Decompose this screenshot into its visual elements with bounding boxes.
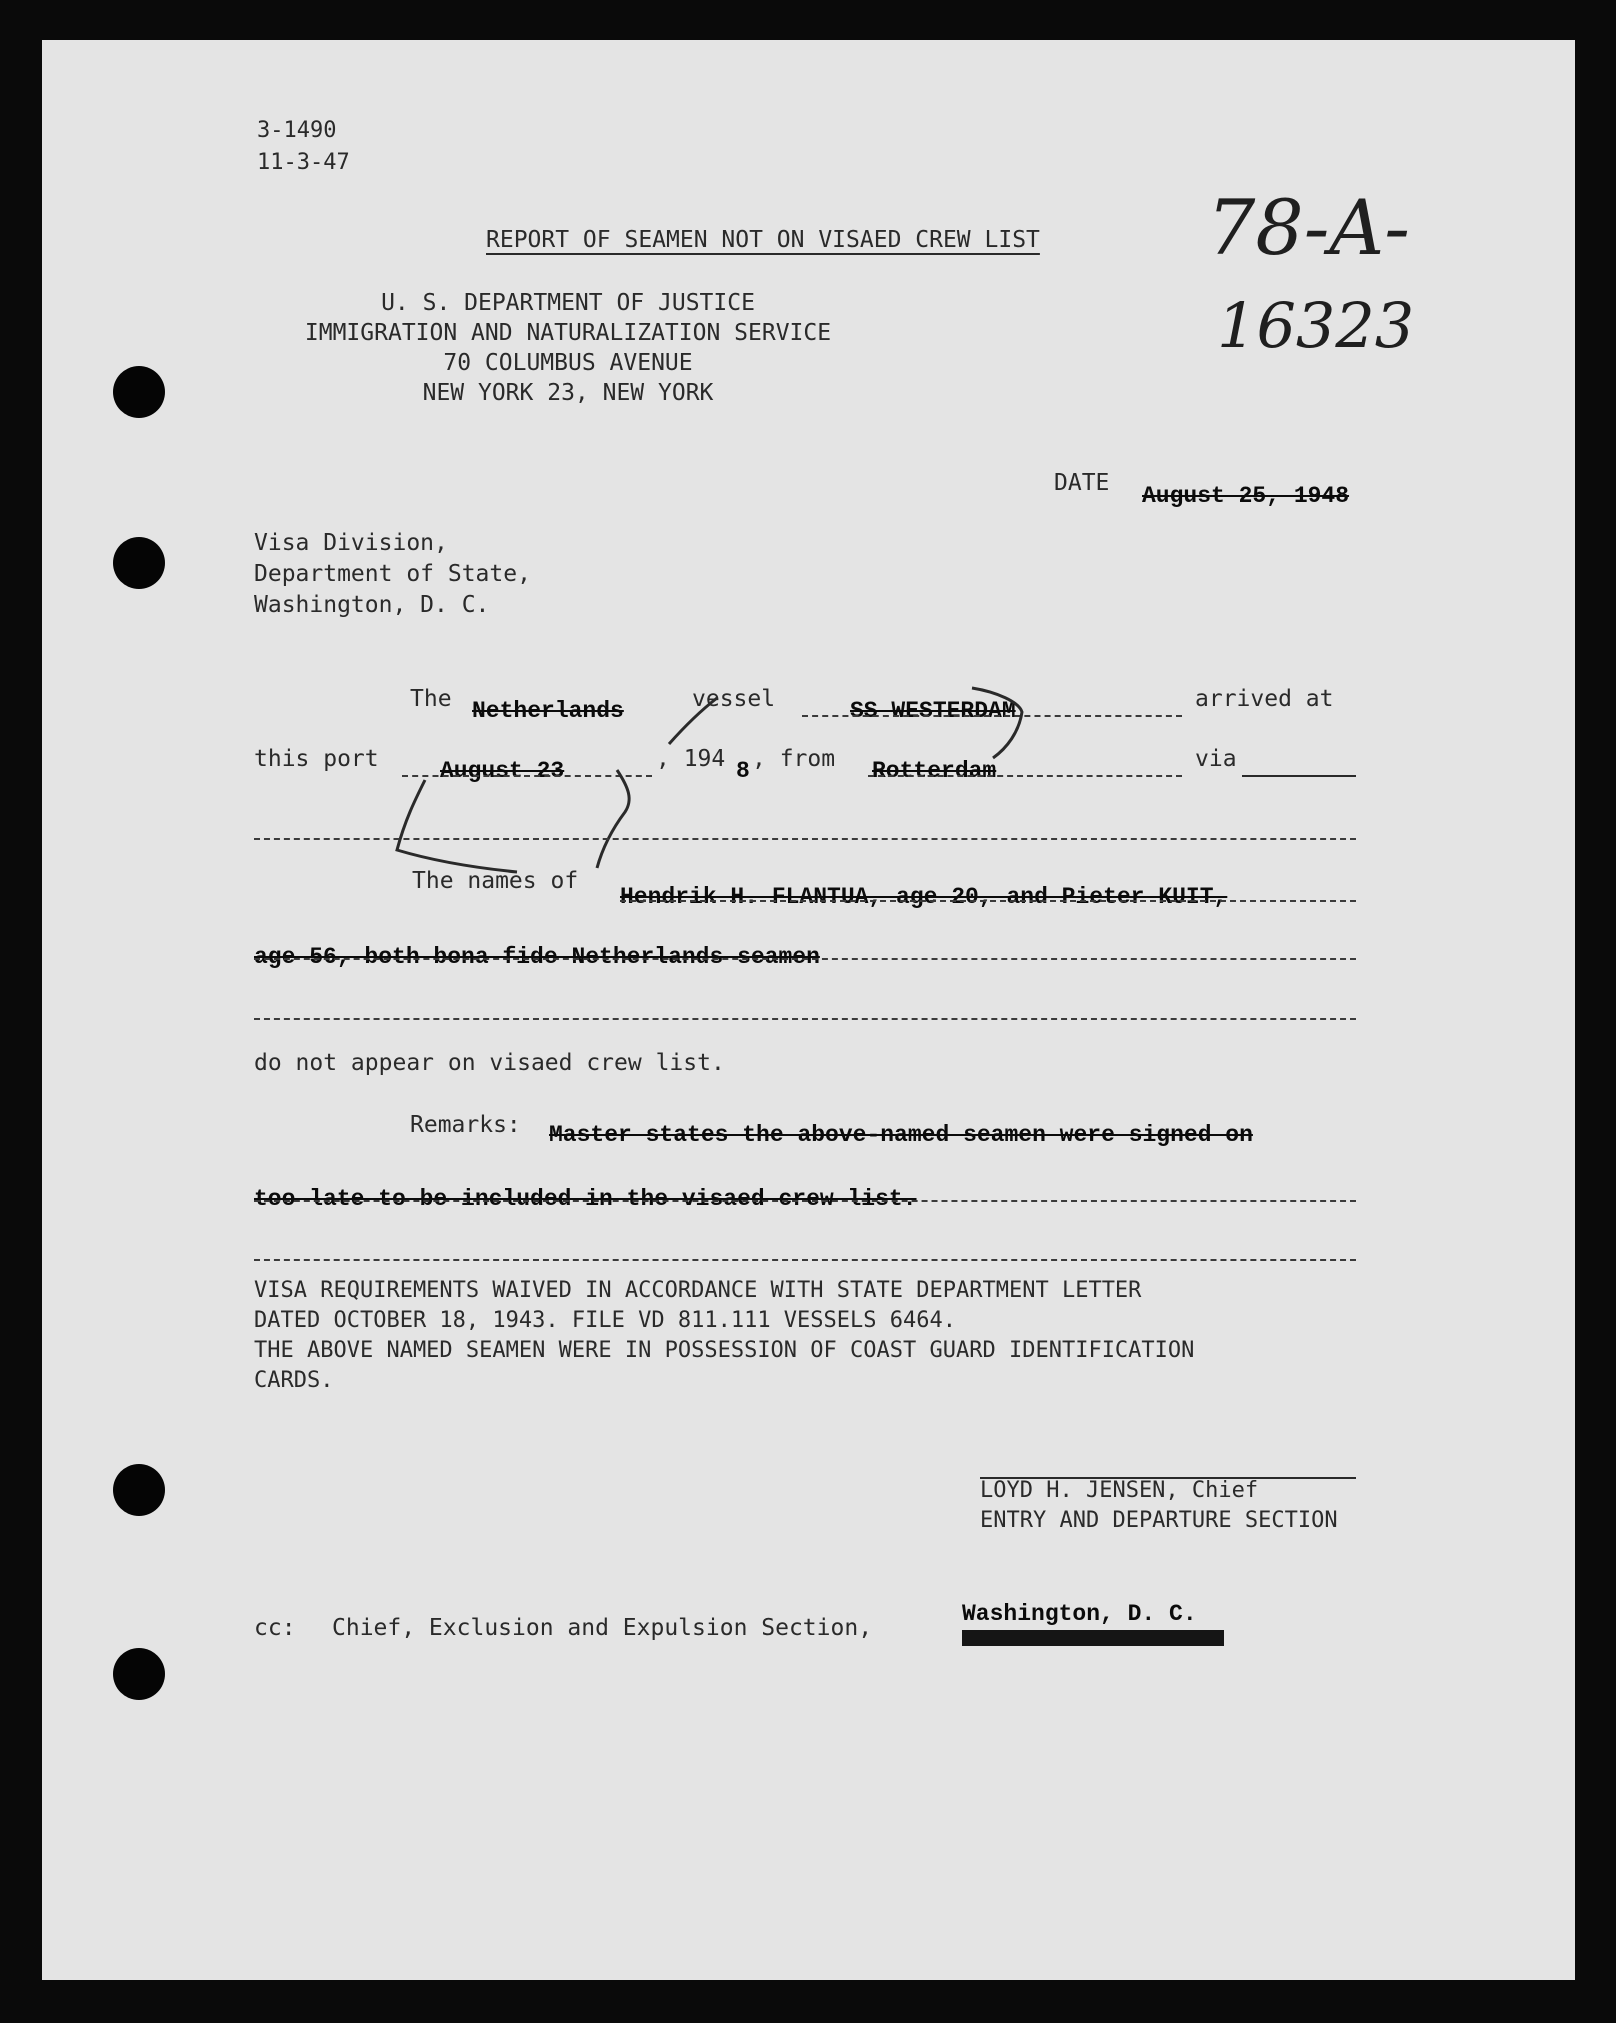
this-port-label: this port bbox=[254, 746, 379, 772]
cc-text: Chief, Exclusion and Expulsion Section, bbox=[332, 1615, 873, 1641]
bracket-mark-right bbox=[597, 770, 629, 868]
signer-section: ENTRY AND DEPARTURE SECTION bbox=[980, 1508, 1338, 1533]
remarks-line-2: too late to be included in the visaed crew list. bbox=[254, 1186, 917, 1212]
remarks-fill-line bbox=[254, 1200, 1356, 1202]
cc-label: cc: bbox=[254, 1615, 296, 1641]
waiver-line-1: VISA REQUIREMENTS WAIVED IN ACCORDANCE WITH STATE DEPARTMENT LETTER bbox=[254, 1278, 1142, 1303]
agency-line-3: 70 COLUMBUS AVENUE bbox=[443, 350, 693, 376]
names-label: The names of bbox=[412, 868, 579, 894]
arrived-at-label: arrived at bbox=[1195, 686, 1334, 712]
file-ref-number: 3-1490 bbox=[257, 118, 337, 143]
file-ref-date: 11-3-47 bbox=[257, 150, 350, 175]
from-label: , from bbox=[752, 746, 836, 772]
date-value: August 25, 1948 bbox=[1142, 483, 1350, 509]
remarks-line-1: Master states the above-named seamen were signed on bbox=[549, 1122, 1253, 1148]
signer-name: LOYD H. JENSEN, Chief bbox=[980, 1478, 1259, 1503]
agency-line-2: IMMIGRATION AND NATURALIZATION SERVICE bbox=[304, 320, 832, 346]
addressee-line-2: Department of State, bbox=[254, 561, 531, 587]
names-fill-line-2 bbox=[254, 958, 1356, 960]
waiver-line-2: DATED OCTOBER 18, 1943. FILE VD 811.111 VESSELS 6464. bbox=[254, 1308, 956, 1333]
names-fill-line-3 bbox=[254, 1018, 1356, 1020]
seamen-names-line-2: age 56, both bona fide Netherlands seamen bbox=[254, 944, 820, 970]
waiver-line-3: THE ABOVE NAMED SEAMEN WERE IN POSSESSION OF COAST GUARD IDENTIFICATION bbox=[254, 1338, 1195, 1363]
agency-line-4: NEW YORK 23, NEW YORK bbox=[422, 380, 714, 406]
remarks-label: Remarks: bbox=[410, 1112, 521, 1138]
via-label: via bbox=[1195, 746, 1237, 772]
vessel-bracket-left bbox=[669, 698, 717, 744]
year-digit: 8 bbox=[736, 758, 750, 784]
addressee-line-1: Visa Division, bbox=[254, 530, 448, 556]
via-fill-line bbox=[1242, 775, 1356, 777]
punch-hole bbox=[113, 1464, 165, 1516]
vessel-name: SS WESTERDAM bbox=[850, 698, 1016, 724]
waiver-line-4: CARDS. bbox=[254, 1368, 334, 1393]
bracket-mark-left bbox=[397, 780, 517, 872]
date-label: DATE bbox=[1054, 470, 1110, 496]
handwritten-bracket-marks bbox=[367, 640, 1167, 880]
year-prefix: , 194 bbox=[656, 746, 726, 772]
agency-line-1: U. S. DEPARTMENT OF JUSTICE bbox=[381, 290, 755, 316]
addressee-line-3: Washington, D. C. bbox=[254, 592, 490, 618]
punch-hole bbox=[113, 1648, 165, 1700]
cc-location: Washington, D. C. bbox=[962, 1601, 1197, 1627]
origin-port: Rotterdam bbox=[872, 758, 997, 784]
vessel-bracket-right bbox=[972, 688, 1022, 758]
document-title: REPORT OF SEAMEN NOT ON VISAED CREW LIST bbox=[486, 227, 1040, 253]
blank-line bbox=[254, 838, 1356, 840]
struck-over-text bbox=[962, 1630, 1224, 1646]
remarks-fill-line-2 bbox=[254, 1259, 1356, 1261]
handwritten-file-number-line1: 78-A- bbox=[1207, 183, 1410, 272]
names-tail-text: do not appear on visaed crew list. bbox=[254, 1050, 725, 1076]
handwritten-file-number-line2: 16323 bbox=[1217, 289, 1415, 362]
arrival-date: August 23 bbox=[440, 758, 565, 784]
vessel-the-label: The bbox=[410, 686, 452, 712]
names-fill-line-1 bbox=[620, 900, 1356, 902]
document-page bbox=[42, 40, 1575, 1980]
vessel-label: vessel bbox=[692, 686, 776, 712]
punch-hole bbox=[113, 537, 165, 589]
vessel-nationality: Netherlands bbox=[472, 698, 624, 724]
seamen-names-line-1: Hendrik H. FLANTUA, age 20, and Pieter KUIT, bbox=[620, 884, 1228, 910]
